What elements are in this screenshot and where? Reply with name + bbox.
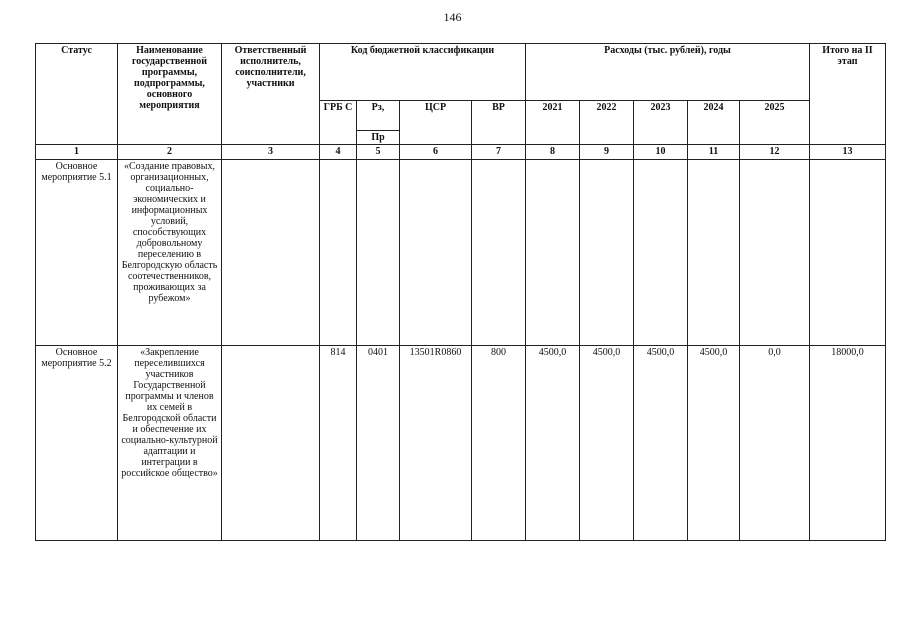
row-executor (222, 160, 320, 346)
row-csr: 13501R0860 (400, 346, 472, 541)
header-year-2022: 2022 (580, 101, 634, 145)
row-name: «Закрепление переселившихся участников Государственной программы и членов их семей в Белгородской области и обеспечение их социально-культурной адаптации и интеграции в российское общество» (118, 346, 222, 541)
row-vr: 800 (472, 346, 526, 541)
row-2023: 4500,0 (634, 346, 688, 541)
budget-table (35, 43, 886, 541)
column-number: 1 (36, 145, 118, 160)
header-year-2023: 2023 (634, 101, 688, 145)
row-total: 18000,0 (810, 346, 886, 541)
row-name: «Создание правовых, организационных, социально-экономических и информационных условий, способствующих добровольному переселению в Белгородскую область соотечественников, проживающих за рубежом» (118, 160, 222, 346)
column-number: 3 (222, 145, 320, 160)
column-number: 6 (400, 145, 472, 160)
column-number: 4 (320, 145, 357, 160)
row-rz-pr (357, 160, 400, 346)
header-expenses: Расходы (тыс. рублей), годы (526, 44, 810, 101)
table-row (36, 160, 886, 346)
row-total (810, 160, 886, 346)
header-pr: Пр (357, 131, 400, 145)
row-grbs: 814 (320, 346, 357, 541)
row-2024 (688, 160, 740, 346)
row-2023 (634, 160, 688, 346)
column-number: 2 (118, 145, 222, 160)
column-number: 13 (810, 145, 886, 160)
row-2022 (580, 160, 634, 346)
header-name: Наименование государственной программы, подпрограммы, основного мероприятия (118, 44, 222, 145)
row-executor (222, 346, 320, 541)
header-total: Итого на II этап (810, 44, 886, 145)
column-number: 7 (472, 145, 526, 160)
row-2022: 4500,0 (580, 346, 634, 541)
row-vr (472, 160, 526, 346)
row-csr (400, 160, 472, 346)
column-number-row (36, 145, 886, 160)
header-year-2021: 2021 (526, 101, 580, 145)
row-status: Основное мероприятие 5.2 (36, 346, 118, 541)
header-executor: Ответственный исполнитель, соисполнители, участники (222, 44, 320, 145)
header-year-2024: 2024 (688, 101, 740, 145)
column-number: 5 (357, 145, 400, 160)
column-number: 11 (688, 145, 740, 160)
header-vr: ВР (472, 101, 526, 145)
row-2024: 4500,0 (688, 346, 740, 541)
row-2025: 0,0 (740, 346, 810, 541)
header-budget-code: Код бюджетной классификации (320, 44, 526, 101)
column-number: 10 (634, 145, 688, 160)
row-status: Основное мероприятие 5.1 (36, 160, 118, 346)
header-rz: Рз, (357, 101, 400, 131)
row-grbs (320, 160, 357, 346)
row-2021 (526, 160, 580, 346)
column-number: 8 (526, 145, 580, 160)
column-number: 12 (740, 145, 810, 160)
table-row (36, 346, 886, 541)
row-2025 (740, 160, 810, 346)
column-number: 9 (580, 145, 634, 160)
header-year-2025: 2025 (740, 101, 810, 145)
header-status: Статус (36, 44, 118, 145)
header-grbs: ГРБ С (320, 101, 357, 145)
row-rz-pr: 0401 (357, 346, 400, 541)
header-csr: ЦСР (400, 101, 472, 145)
page-number: 146 (443, 10, 462, 24)
row-2021: 4500,0 (526, 346, 580, 541)
